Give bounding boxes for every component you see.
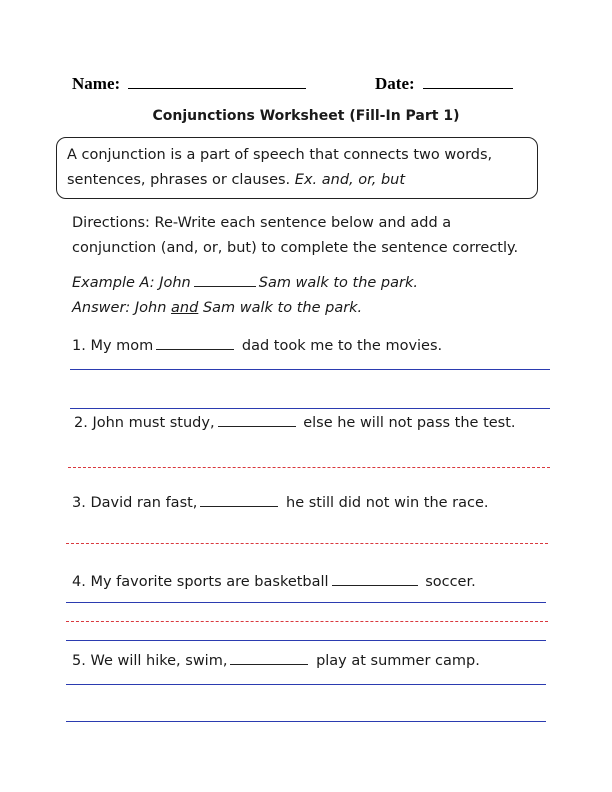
date-field (375, 74, 513, 94)
question-text-after: play at summer camp. (316, 653, 480, 669)
question-text-before: We will hike, swim, (90, 653, 228, 669)
answer-line-4b[interactable] (66, 621, 548, 622)
example-answer (72, 296, 362, 321)
answer-prefix: Answer: John (72, 300, 167, 316)
question-blank (156, 337, 234, 350)
name-field (72, 74, 306, 94)
question-4 (72, 570, 476, 595)
definition-line-2 (67, 168, 405, 193)
question-text-after: dad took me to the movies. (241, 338, 443, 354)
question-number: 5. (72, 653, 86, 669)
example-blank (194, 274, 256, 287)
answer-line-1b[interactable] (70, 408, 550, 409)
example-label: Example A: John (72, 275, 191, 291)
question-text-before: David ran fast, (90, 495, 198, 511)
date-blank[interactable] (423, 74, 513, 89)
answer-line-2[interactable] (68, 467, 550, 468)
answer-rest: Sam walk to the park. (202, 300, 363, 316)
answer-line-1a[interactable] (70, 369, 550, 370)
answer-line-4c[interactable] (66, 640, 546, 641)
directions-line-1: Directions: Re-Write each sentence below and add a (72, 215, 452, 231)
answer-word: and (171, 300, 199, 316)
definition-example: Ex. and, or, but (294, 172, 406, 188)
question-number: 4. (72, 574, 86, 590)
directions-line-2: conjunction (and, or, but) to complete the sentence correctly. (72, 240, 519, 256)
question-text-before: John must study, (92, 415, 215, 431)
definition-text: sentences, phrases or clauses. (67, 172, 291, 188)
question-text-after: else he will not pass the test. (303, 415, 516, 431)
question-5 (72, 649, 480, 674)
example-rest: Sam walk to the park. (258, 275, 418, 291)
question-blank (200, 494, 278, 507)
question-text-before: My favorite sports are basketball (90, 574, 329, 590)
question-blank (332, 573, 418, 586)
example-sentence (72, 271, 418, 296)
question-text-before: My mom (90, 338, 154, 354)
question-blank (230, 652, 308, 665)
question-3 (72, 491, 489, 516)
answer-line-4a[interactable] (66, 602, 546, 603)
question-1 (72, 334, 442, 359)
page-title: Conjunctions Worksheet (Fill-In Part 1) (152, 108, 460, 124)
question-number: 2. (74, 415, 88, 431)
definition-line-1: A conjunction is a part of speech that connects two words, (67, 147, 493, 163)
date-label: Date: (375, 74, 415, 93)
question-number: 3. (72, 495, 86, 511)
question-text-after: soccer. (425, 574, 476, 590)
name-label: Name: (72, 74, 121, 93)
answer-line-5b[interactable] (66, 721, 546, 722)
answer-line-5a[interactable] (66, 684, 546, 685)
question-text-after: he still did not win the race. (286, 495, 489, 511)
question-blank (218, 414, 296, 427)
question-number: 1. (72, 338, 86, 354)
name-blank[interactable] (128, 74, 306, 89)
question-2 (74, 411, 516, 436)
answer-line-3[interactable] (66, 543, 548, 544)
